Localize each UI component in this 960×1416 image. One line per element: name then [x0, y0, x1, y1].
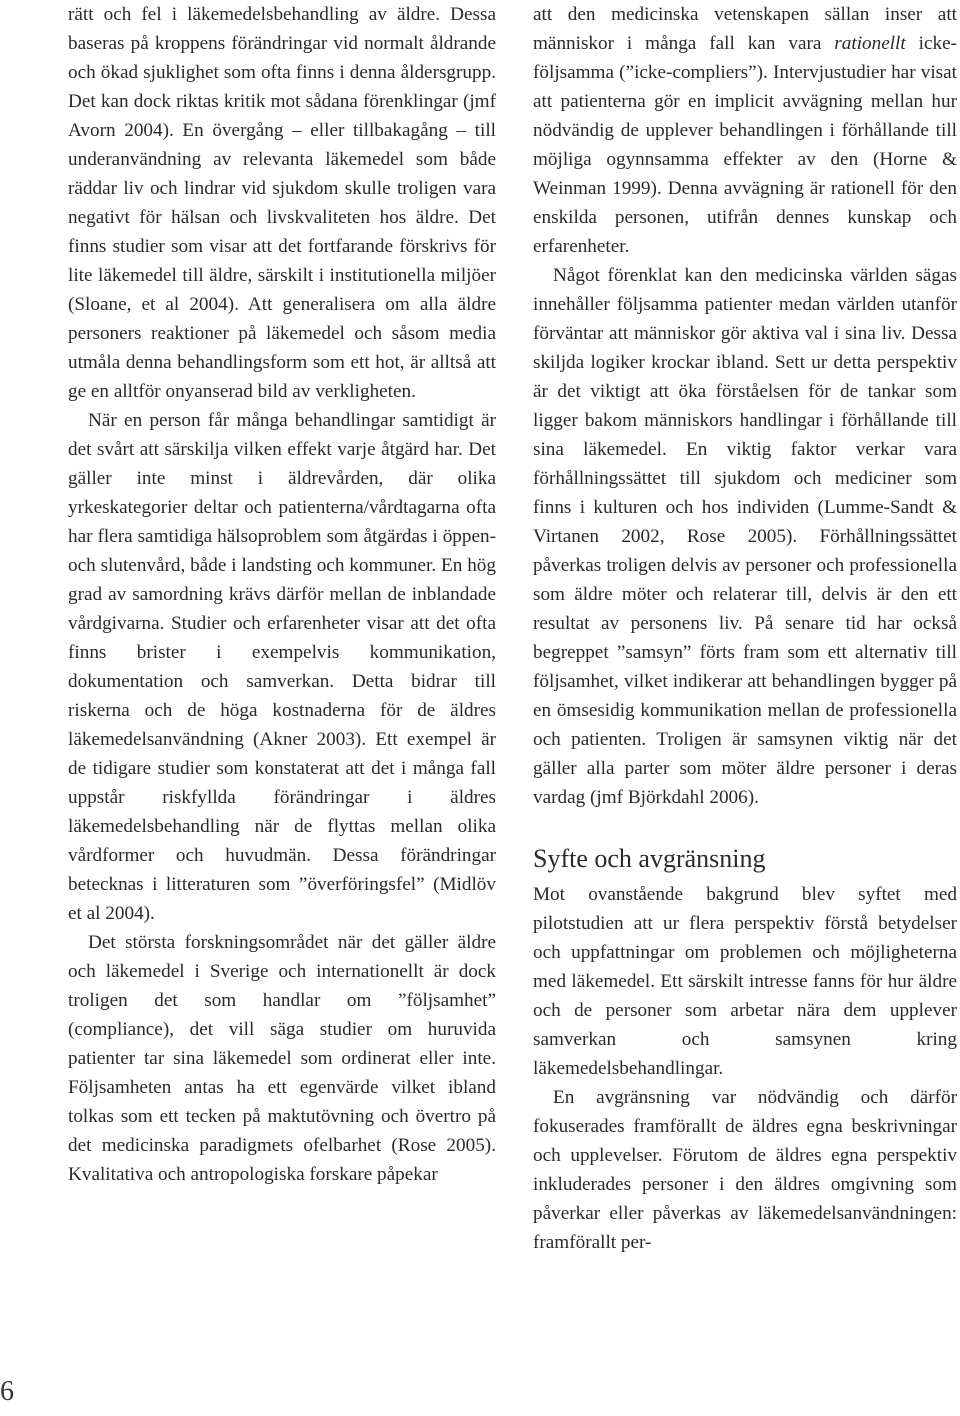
- left-paragraph-2: När en person får många behandlingar samtidigt är det svårt att särskilja vilken effekt varje åtgärd har. Det gäller inte minst i äldrevården, där olika yrkeskategorier deltar och patienterna/vårdtagarna ofta har flera samtidiga hälsoproblem som åtgärdas i öppen- och slutenvård, både i landsting och kommuner. En hög grad av samordning krävs därför mellan de inblandade vårdgivarna. Studier och erfarenheter visar att det ofta finns brister i exempelvis kommunikation, dokumentation och samverkan. Detta bidrar till riskerna och de höga kostnaderna för de äldres läkemedelsanvändning (Akner 2003). Ett exempel är de tidigare studier som konstaterat att det i många fall uppstår riskfyllda förändringar i äldres läkemedelsbehandling när de flyttas mellan olika vårdformer och huvudmän. Dessa förändringar betecknas i litteraturen som ”överföringsfel” (Midlöv et al 2004).: [68, 410, 496, 924]
- right-paragraph-2: Något förenklat kan den medicinska världen sägas innehåller följsamma patienter medan världen utanför förväntar att människor gör aktiva val i sina liv. Dessa skiljda logiker krockar ibland. Sett ur detta perspektiv är det viktigt att öka förståelsen för de tankar som ligger bakom människors handlingar i förhållande till sina läkemedel. En viktig faktor verkar vara förhållningssättet till sjukdom och mediciner som finns i kulturen och hos individen (Lumme-Sandt & Virtanen 2002, Rose 2005). Förhållningssättet påverkas troligen delvis av personer och professionella som äldre möter och relaterar till, delvis är den ett resultat av personens liv. På senare tid har också begreppet ”samsyn” förts fram som ett alternativ till följsamhet, vilket indikerar att behandlingen bygger på en ömsesidig kommunikation mellan de professionella och patienten. Troligen är samsynen viktig när det gäller alla parter som möter äldre personer i deras vardag (jmf Björkdahl 2006).: [533, 265, 957, 808]
- left-paragraph-3: Det största forskningsområdet när det gäller äldre och läkemedel i Sverige och internationellt är dock troligen det som handlar om ”följsamhet” (compliance), det vill säga studier om huruvida patienter tar sina läkemedel som ordinerat eller inte. Följsamheten antas ha ett egenvärde vilket ibland tolkas som ett tecken på maktutövning och övertro på det medicinska paradigmets ofelbarhet (Rose 2005). Kvalitativa och antropologiska forskare påpekar: [68, 932, 496, 1185]
- right-paragraph-1-start: att den medicinska vetenskapen sällan inser att människor i många fall kan vara: [533, 4, 957, 54]
- left-column: [68, 0, 496, 1189]
- right-column: [533, 0, 957, 1257]
- left-paragraph-1: rätt och fel i läkemedelsbehandling av äldre. Dessa baseras på kroppens förändringar vid normalt åldrande och ökad sjuklighet som ofta finns i denna åldersgrupp. Det kan dock riktas kritik mot sådana förenklingar (jmf Avorn 2004). En övergång – eller tillbakagång – till underanvändning av relevanta läkemedel som både räddar liv och lindrar vid sjukdom skulle troligen vara negativt för hälsan och livskvaliteten hos äldre. Det finns studier som visar att det fortfarande förskrivs för lite läkemedel till äldre, särskilt i institutionella miljöer (Sloane, et al 2004). Att generalisera om alla äldre personers reaktioner på läkemedel och såsom media utmåla denna behandlingsform som ett hot, är alltså att ge en alltför onyanserad bild av verkligheten.: [68, 4, 496, 402]
- section-heading: Syfte och avgränsning: [533, 844, 766, 873]
- right-paragraph-1-end: icke-följsamma (”icke-compliers”). Intervjustudier har visat att patienterna gör en implicit avvägning mellan hur nödvändig de upplever behandlingen i förhållande till möjliga ogynnsamma effekter av den (Horne & Weinman 1999). Denna avvägning är rationell för den enskilda personen, utifrån dennes kunskap och erfarenheter.: [533, 33, 957, 257]
- right-paragraph-1-italic: rationellt: [834, 33, 906, 54]
- right-paragraph-1: [533, 0, 957, 261]
- right-paragraph-4: En avgränsning var nödvändig och därför fokuserades framförallt de äldres egna beskrivningar och upplevelser. Förutom de äldres egna perspektiv inkluderades personer i den äldres omgivning som påverkar eller påverkas av läkemedelsanvändningen: framförallt per-: [533, 1087, 957, 1253]
- right-paragraph-3: Mot ovanstående bakgrund blev syftet med pilotstudien att ur flera perspektiv förstå betydelser och uppfattningar om problemen och möjligheterna med läkemedel. Ett särskilt intresse fanns för hur äldre och de personer som arbetar nära dem upplever samverkan och samsynen kring läkemedelsbehandlingar.: [533, 884, 957, 1079]
- page-number: 6: [0, 1376, 14, 1407]
